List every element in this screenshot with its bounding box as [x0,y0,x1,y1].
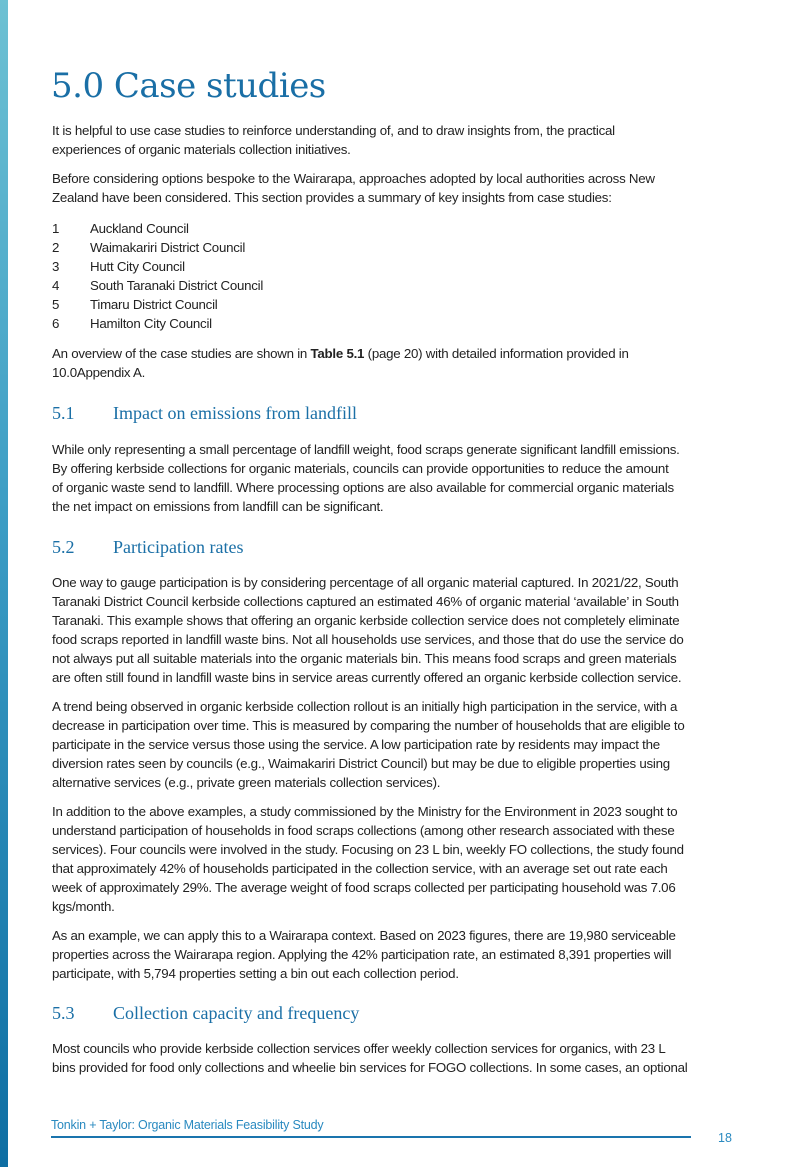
page-sidebar-bar [0,0,8,1167]
text-line: Most councils who provide kerbside collection services offer weekly collection services for organics, with 23 L [52,1041,666,1056]
list-item [52,219,263,238]
section-heading-5-1: 5.1 Impact on emissions from landfill [52,403,357,423]
text-line: experiences of organic materials collection initiatives. [52,142,351,157]
text-line: One way to gauge participation is by considering percentage of all organic material captured. In 2021/22, South [52,575,679,590]
text-line: In addition to the above examples, a study commissioned by the Ministry for the Environment in 2023 sought to [52,804,678,819]
text-line: services). Four councils were involved in the study. Focusing on 23 L bin, weekly FO collections, the study found [52,842,684,857]
overview-text-2: (page 20) with detailed information provided in [364,346,629,361]
text-line: are often still found in landfill waste bins in service areas currently offered an organic kerbside collection service. [52,670,682,685]
appendix-reference-link[interactable]: 10.0Appendix A. [52,365,146,380]
list-number: 1 [52,221,60,236]
list-label: South Taranaki District Council [90,278,264,293]
text-line: By offering kerbside collections for organic materials, councils can provide opportunities to reduce the amount [52,461,669,476]
text-line: kgs/month. [52,899,115,914]
overview-paragraph [52,344,629,382]
section-heading-5-2: 5.2 Participation rates [52,537,244,557]
section-5-2-paragraph-3 [52,802,684,916]
text-line: alternative services (e.g., private green materials collection services). [52,775,441,790]
intro-paragraph-2 [52,169,655,207]
page-title: 5.0 Case studies [51,66,326,106]
list-item [52,238,263,257]
list-item [52,314,263,333]
footer-title: Tonkin + Taylor: Organic Materials Feasibility Study [51,1118,324,1132]
footer-divider [51,1136,691,1138]
text-line: properties across the Wairarapa region. Applying the 42% participation rate, an estimated 8,391 properties will [52,947,672,962]
text-line: Before considering options bespoke to the Wairarapa, approaches adopted by local authorities across New [52,171,655,186]
text-line: not always put all suitable materials into the organic materials bin. This means food scraps and green materials [52,651,677,666]
intro-paragraph-1 [52,121,615,159]
text-line: A trend being observed in organic kerbside collection rollout is an initially high participation in the service, with a [52,699,678,714]
text-line: decrease in participation over time. This is measured by comparing the number of households that are eligible to [52,718,685,733]
list-label: Auckland Council [90,221,189,236]
list-number: 5 [52,297,60,312]
list-number: 6 [52,316,60,331]
text-line: As an example, we can apply this to a Wairarapa context. Based on 2023 figures, there are 19,980 serviceable [52,928,676,943]
list-number: 3 [52,259,60,274]
list-label: Waimakariri District Council [90,240,246,255]
text-line: Taranaki. This example shows that offering an organic kerbside collection service does not completely eliminate [52,613,680,628]
overview-text: An overview of the case studies are shown in [52,346,311,361]
text-line: Taranaki District Council kerbside collections captured an estimated 46% of organic material ‘available’ in South [52,594,679,609]
list-item [52,295,263,314]
list-label: Timaru District Council [90,297,218,312]
section-5-1-paragraph [52,440,680,516]
list-number: 4 [52,278,60,293]
text-line: Zealand have been considered. This section provides a summary of key insights from case studies: [52,190,612,205]
text-line: diversion rates seen by councils (e.g., Waimakariri District Council) but may be due to eligible properties using [52,756,670,771]
list-number: 2 [52,240,60,255]
section-5-2-paragraph-2 [52,697,685,792]
text-line: week of approximately 29%. The average weight of food scraps collected per participating household was 7.06 [52,880,676,895]
section-heading-5-3: 5.3 Collection capacity and frequency [52,1003,360,1023]
list-item [52,276,263,295]
text-line: the net impact on emissions from landfill can be significant. [52,499,384,514]
text-line: of organic waste send to landfill. Where processing options are also available for commercial organic materials [52,480,674,495]
list-label: Hamilton City Council [90,316,212,331]
page-number: 18 [718,1131,732,1145]
section-5-2-paragraph-1 [52,573,684,687]
list-label: Hutt City Council [90,259,185,274]
text-line: bins provided for food only collections and wheelie bin services for FOGO collections. In some cases, an optional [52,1060,688,1075]
text-line: participate, with 5,794 properties setting a bin out each collection period. [52,966,459,981]
text-line: participate in the service versus those using the service. A low participation rate by residents may impact the [52,737,660,752]
text-line: food scraps reported in landfill waste bins. Not all households use services, and those that do use the service do [52,632,684,647]
text-line: that approximately 42% of households participated in the collection service, with an average set out rate each [52,861,668,876]
section-5-3-paragraph [52,1039,687,1077]
text-line: understand participation of households in food scraps collections (among other research associated with these [52,823,675,838]
text-line: While only representing a small percentage of landfill weight, food scraps generate significant landfill emissions. [52,442,680,457]
text-line: It is helpful to use case studies to reinforce understanding of, and to draw insights from, the practical [52,123,615,138]
section-5-2-paragraph-4 [52,926,676,983]
list-item [52,257,263,276]
case-study-list [52,219,263,333]
table-reference-link[interactable]: Table 5.1 [310,346,365,361]
